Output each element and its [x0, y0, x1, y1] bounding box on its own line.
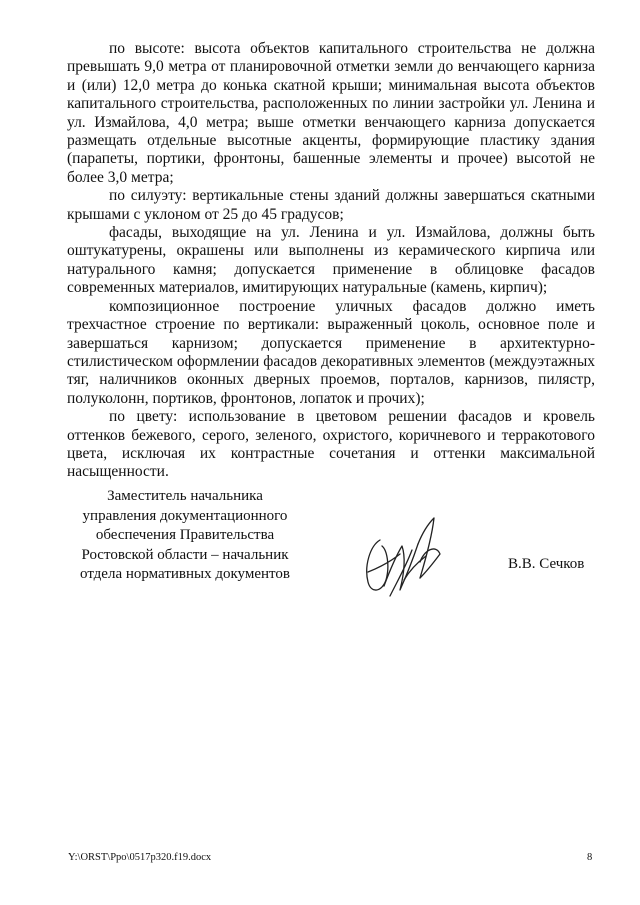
paragraph-silhouette: по силуэту: вертикальные стены зданий должны завершаться скатными крышами с уклоном от 25 до 45 градусов;: [67, 187, 595, 223]
handwritten-signature: [360, 510, 448, 602]
paragraph-color: по цвету: использование в цветовом решении фасадов и кровель оттенков бежевого, серого, зеленого, охристого, коричневого и терракотового цвета, исключая их контрастные сочетания и оттенки максимальной насыщенности.: [67, 408, 595, 481]
paragraph-height: по высоте: высота объектов капитального строительства не должна превышать 9,0 метра от планировочной отметки земли до венчающего карниза и (или) 12,0 метра до конька скатной крыши; минимальная высота объектов капитального строительства, расположенных по линии застройки ул. Ленина и ул. Измайлова, 4,0 метра; выше отметки венчающего карниза допускается размещать отдельные высотные акценты, формирующие пластику здания (парапеты, портики, фронтоны, башенные элементы и прочее) высотой не более 3,0 метра;: [67, 40, 595, 186]
signatory-title-line: обеспечения Правительства: [95, 527, 275, 543]
signatory-name: В.В. Сечков: [508, 556, 585, 572]
paragraph-composition: композиционное построение уличных фасадов должно иметь трехчастное строение по вертикали: выраженный цоколь, основное поле и завершаться карнизом; допускается применение в архитектурно-стилистическом оформлении фасадов декоративных элементов (междуэтажных тяг, наличников оконных дверных проемов, порталов, карнизов, пилястр, полуколонн, портиков, фронтонов, лопаток и прочих);: [67, 297, 595, 407]
signatory-title: [60, 487, 310, 585]
document-body: [67, 40, 595, 482]
signatory-title-line: Заместитель начальника: [107, 488, 263, 504]
signatory-title-line: отдела нормативных документов: [80, 566, 290, 582]
signatory-title-line: управления документационного: [82, 507, 288, 524]
paragraph-facades: фасады, выходящие на ул. Ленина и ул. Измайлова, должны быть оштукатурены, окрашены или выполнены из керамического кирпича или натурального камня; допускается применение в облицовке фасадов современных материалов, имитирующих натуральные (камень, кирпич);: [67, 224, 595, 297]
signatory-title-line: Ростовской области – начальник: [81, 546, 289, 563]
page-number: 8: [587, 852, 593, 863]
footer-file-path: Y:\ORST\Ppo\0517p320.f19.docx: [68, 852, 212, 863]
